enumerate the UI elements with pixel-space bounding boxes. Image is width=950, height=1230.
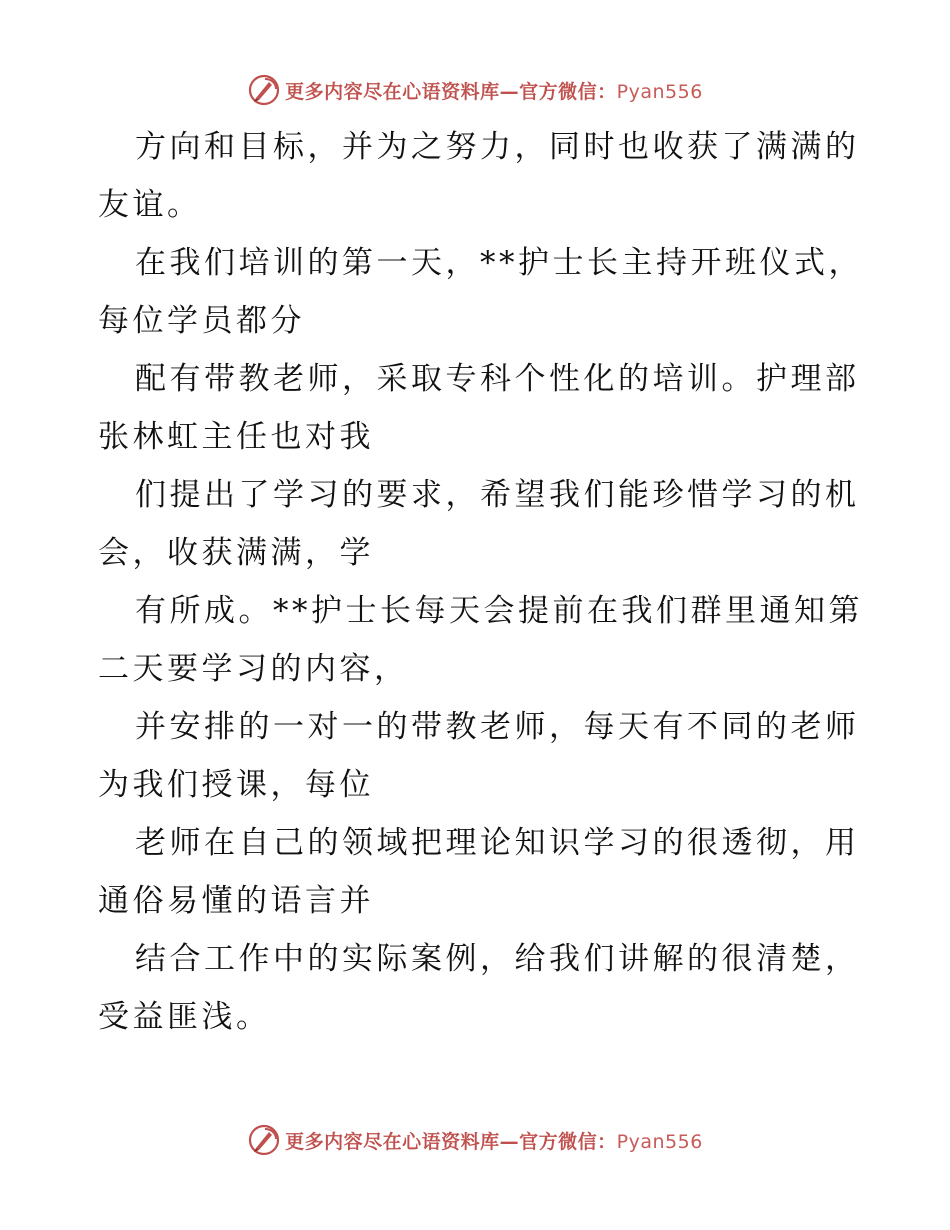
- paragraph-line: 在我们培训的第一天，**护士长主持开班仪式，: [135, 245, 863, 281]
- paragraph-line: 张林虹主任也对我: [98, 419, 374, 455]
- paragraph-line: 并安排的一对一的带教老师，每天有不同的老师: [135, 709, 860, 745]
- paragraph-line: 有所成。**护士长每天会提前在我们群里通知第: [135, 593, 863, 629]
- paragraph-line: 友谊。: [98, 187, 202, 223]
- quill-pen-logo-icon: [247, 1123, 281, 1157]
- footer-banner-handle: Pyan556: [616, 1130, 703, 1153]
- paragraph-line: 通俗易懂的语言并: [98, 883, 374, 919]
- header-banner-handle: Pyan556: [616, 80, 703, 103]
- paragraph-line: 二天要学习的内容，: [98, 651, 409, 687]
- header-banner-text: 更多内容尽在心语资料库—官方微信：Pyan556: [285, 80, 703, 103]
- footer-banner: [0, 1120, 950, 1160]
- quill-pen-logo-icon: [247, 73, 281, 107]
- paragraph-line: 老师在自己的领域把理论知识学习的很透彻，用: [135, 825, 860, 861]
- header-banner: [0, 70, 950, 110]
- document-body: [98, 118, 863, 1046]
- paragraph-line: 配有带教老师，采取专科个性化的培训。护理部: [135, 361, 860, 397]
- paragraph-line: 每位学员都分: [98, 303, 305, 339]
- paragraph-line: 结合工作中的实际案例，给我们讲解的很清楚，: [135, 941, 860, 977]
- paragraph-line: 会，收获满满，学: [98, 535, 374, 571]
- footer-banner-text: 更多内容尽在心语资料库—官方微信：Pyan556: [285, 1130, 703, 1153]
- paragraph-line: 方向和目标，并为之努力，同时也收获了满满的: [135, 129, 860, 165]
- paragraph-line: 受益匪浅。: [98, 999, 271, 1035]
- paragraph-line: 为我们授课，每位: [98, 767, 374, 803]
- paragraph-line: 们提出了学习的要求，希望我们能珍惜学习的机: [135, 477, 860, 513]
